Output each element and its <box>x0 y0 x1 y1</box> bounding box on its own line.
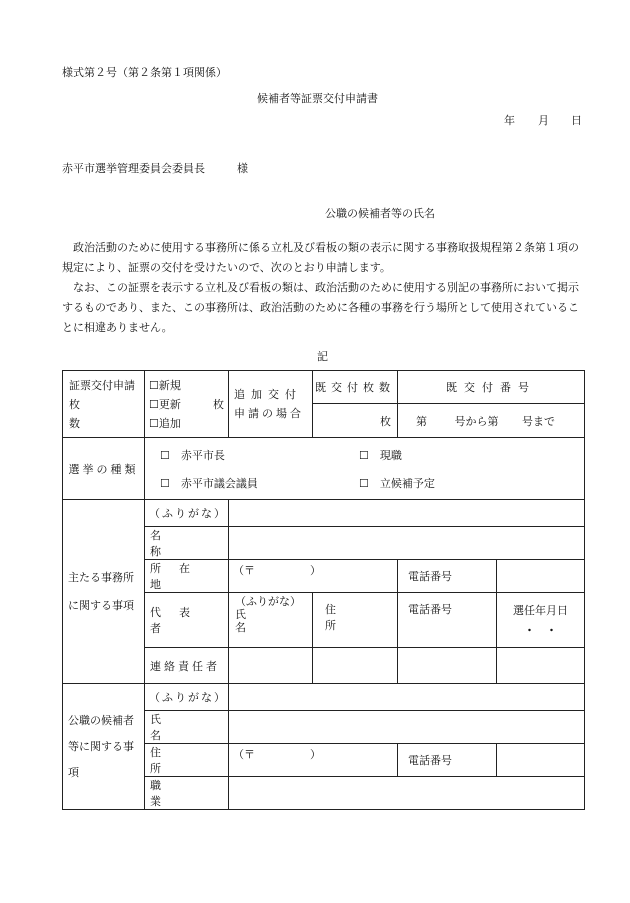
rep-address-field[interactable]: 住所 <box>313 593 398 648</box>
rep-name-field[interactable] <box>229 593 313 648</box>
contact-field-4[interactable] <box>497 648 585 684</box>
document-title: 候補者等証票交付申請書 <box>257 92 378 105</box>
contact-field-2[interactable] <box>313 648 398 684</box>
candidate-furigana-label: （ふりがな） <box>145 684 229 711</box>
office-address-label: 所在地 <box>145 560 229 593</box>
office-furigana-label: （ふりがな） <box>145 500 229 527</box>
contact-person-label: 連絡責任者 <box>145 648 229 684</box>
candidate-section-label <box>63 684 145 810</box>
additional-label-line2: 申請の場合 <box>234 407 304 420</box>
cert-options-cell <box>145 371 229 438</box>
rep-name-label: 氏名 <box>235 608 284 634</box>
representative-label: 代表者 <box>145 593 229 648</box>
form-number: 様式第２号（第２条第１項関係） <box>62 66 227 79</box>
honorific: 様 <box>237 162 248 175</box>
addressee: 赤平市選挙管理委員会委員長 <box>62 162 205 175</box>
term-field[interactable] <box>497 593 585 648</box>
election-type-options <box>145 438 585 500</box>
office-label-line2: に関する事項 <box>68 598 134 612</box>
candidate-label-line1: 公職の候補者 <box>68 713 134 727</box>
occupation-field[interactable] <box>229 777 585 810</box>
candidate-phone-label: 電話番号 <box>398 744 497 777</box>
statement-paragraph-1: 政治活動のために使用する事務所に係る立札及び看板の類の表示に関する事務取扱規程第２条第１項の規定により、証票の交付を受けたいので、次のとおり申請します。 <box>62 241 579 274</box>
cert-label-cell <box>63 371 145 438</box>
office-name-field[interactable] <box>229 527 585 560</box>
date-year: 年 <box>504 114 515 127</box>
election-mayor-option[interactable]: ☐ 赤平市長 <box>160 448 225 462</box>
issued-number-header: 既交付番号 <box>398 371 585 404</box>
office-phone-field[interactable] <box>497 560 585 593</box>
candidate-label-line2: 等に関する事 <box>68 739 134 753</box>
office-label-line1: 主たる事務所 <box>68 570 134 584</box>
candidate-label-line3: 項 <box>68 765 79 779</box>
issued-number-field[interactable]: 第 号から第 号まで <box>398 404 585 438</box>
office-phone-label: 電話番号 <box>398 560 497 593</box>
office-furigana-field[interactable] <box>229 500 585 527</box>
option-renew[interactable]: ☐更新 <box>149 397 181 411</box>
rep-phone-label: 電話番号 <box>398 593 497 648</box>
additional-label-cell <box>229 371 313 438</box>
option-add[interactable]: ☐追加 <box>149 416 181 430</box>
term-label: 選任年月日 <box>513 604 568 617</box>
candidate-planned-option[interactable]: ☐ 立候補予定 <box>359 476 435 490</box>
candidate-furigana-field[interactable] <box>229 684 585 711</box>
candidate-name-field[interactable] <box>229 711 585 744</box>
application-form-table <box>62 370 585 810</box>
date-day: 日 <box>571 114 582 127</box>
additional-label-line1: 追加交付 <box>234 388 302 401</box>
office-section-label <box>63 500 145 684</box>
candidate-address-label: 住所 <box>145 744 229 777</box>
cert-label-line1: 証票交付申請 <box>69 378 135 392</box>
office-name-label: 名称 <box>145 527 229 560</box>
office-address-field[interactable]: （〒 ） <box>229 560 398 593</box>
contact-field-3[interactable] <box>398 648 497 684</box>
incumbent-option[interactable]: ☐ 現職 <box>359 448 402 462</box>
issued-count-header: 既交付枚数 <box>313 371 398 404</box>
date-month: 月 <box>538 114 549 127</box>
candidate-name-label: 氏名 <box>145 711 229 744</box>
cert-label-line2: 枚数 <box>69 397 128 430</box>
occupation-label: 職業 <box>145 777 229 810</box>
rep-furigana-label: （ふりがな） <box>235 595 301 608</box>
statement-paragraph-2: なお、この証票を表示する立札及び看板の類は、政治活動のために使用する別記の事務所において掲示するものであり、また、この事務所は、政治活動のために各種の事務を行う場所として使用されていることに相違ありません。 <box>62 281 579 334</box>
candidate-address-field[interactable]: （〒 ） <box>229 744 398 777</box>
election-council-option[interactable]: ☐ 赤平市議会議員 <box>160 476 258 490</box>
applicant-label: 公職の候補者等の氏名 <box>325 207 435 220</box>
contact-field-1[interactable] <box>229 648 313 684</box>
option-new[interactable]: ☐新規 <box>149 378 181 392</box>
sheets-unit: 枚 <box>213 397 224 411</box>
ki-label: 記 <box>317 350 328 363</box>
candidate-phone-field[interactable] <box>497 744 585 777</box>
election-type-label: 選挙の種類 <box>63 438 145 500</box>
issued-count-field[interactable]: 枚 <box>313 404 398 438</box>
option-renew-row <box>149 395 224 414</box>
term-dots: ・ ・ <box>524 624 557 637</box>
